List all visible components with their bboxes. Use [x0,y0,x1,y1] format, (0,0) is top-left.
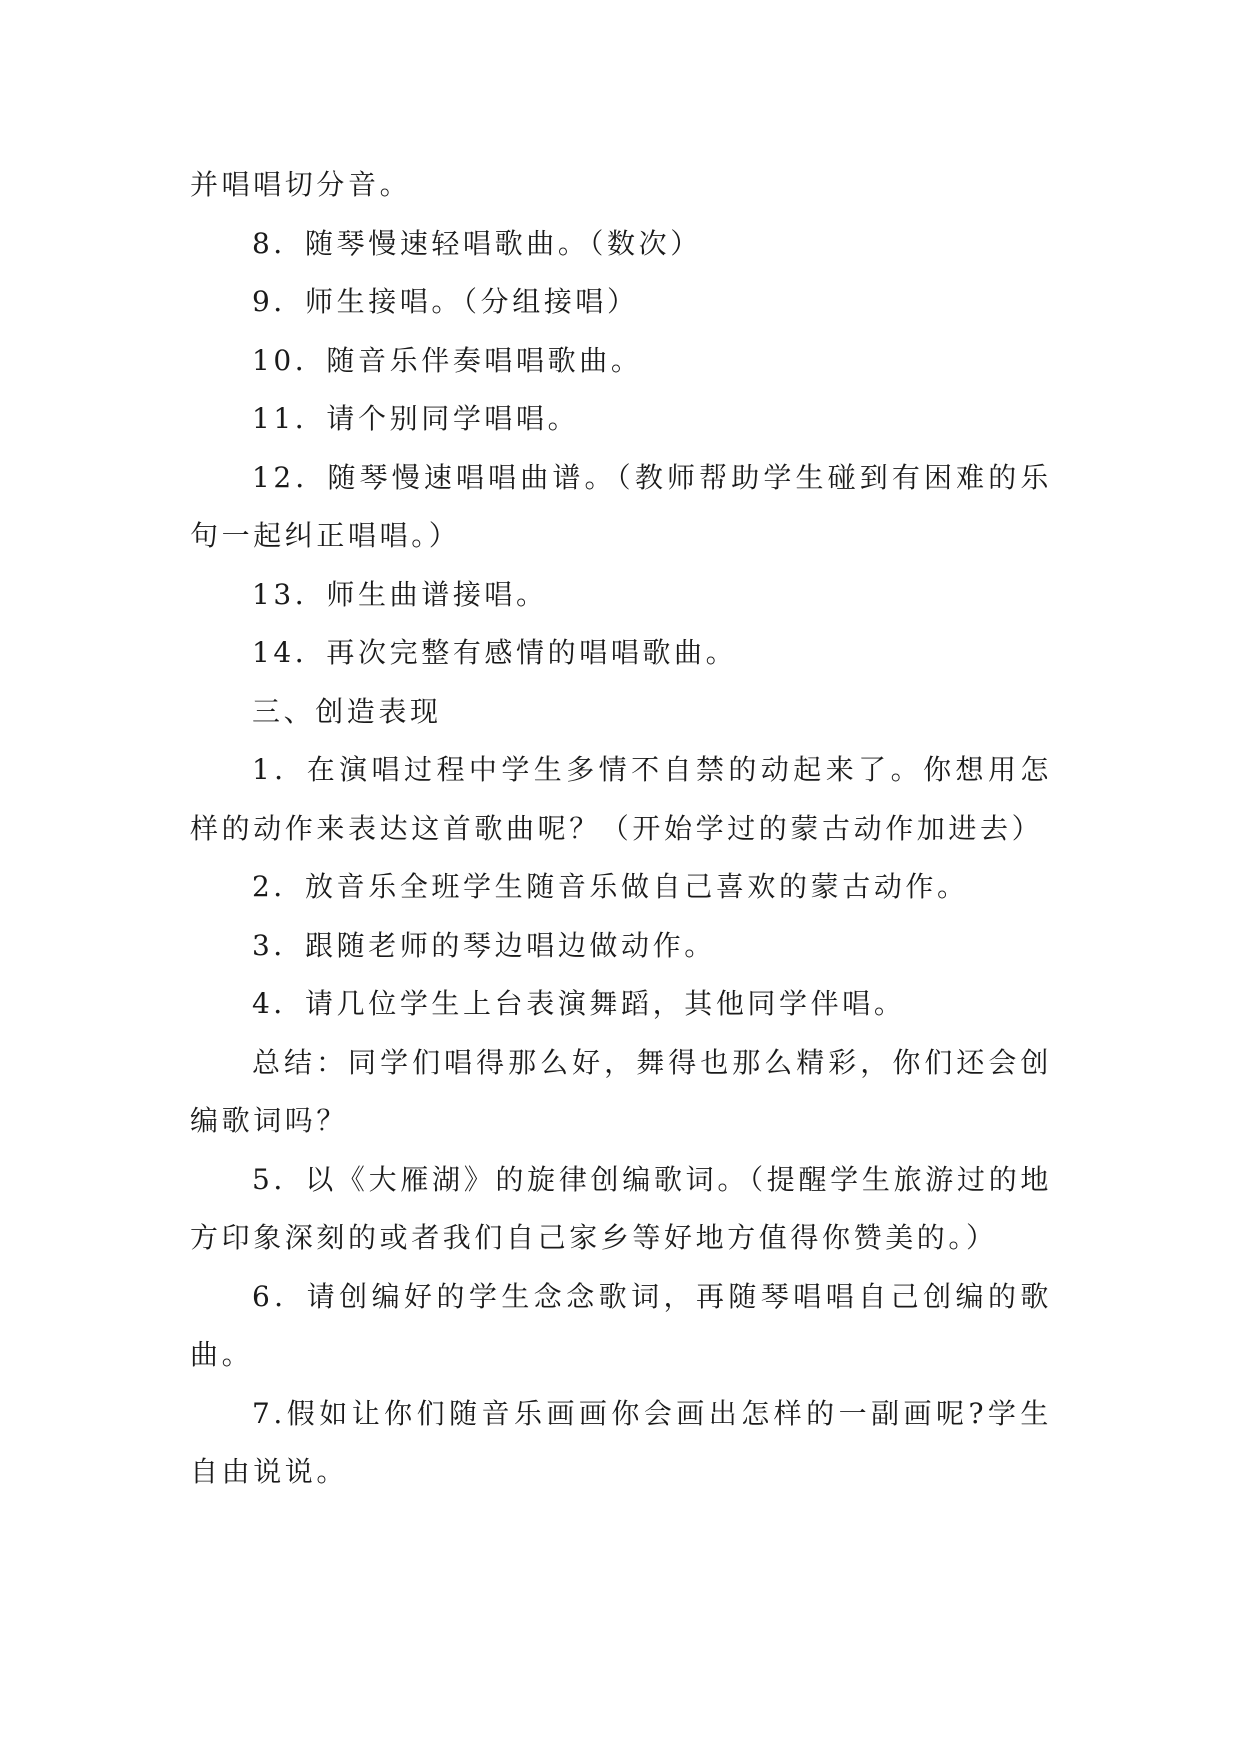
paragraph: 8．随琴慢速轻唱歌曲。（数次） [252,226,702,260]
document-body [190,156,1052,1502]
paragraph: 9．师生接唱。（分组接唱） [252,285,639,318]
paragraph: 11．请个别同学唱唱。 [252,402,580,435]
paragraph: 4．请几位学生上台表演舞蹈，其他同学伴唱。 [252,987,906,1020]
paragraph: 12．随琴慢速唱唱曲谱。（教师帮助学生碰到有困难的乐句一起纠正唱唱。） [190,460,1052,552]
paragraph: 3．跟随老师的琴边唱边做动作。 [252,928,716,962]
paragraph: 13．师生曲谱接唱。 [252,577,548,611]
paragraph: 10．随音乐伴奏唱唱歌曲。 [252,343,643,377]
paragraph: 7.假如让你们随音乐画画你会画出怎样的一副画呢?学生自由说说。 [190,1396,1052,1488]
paragraph: 14．再次完整有感情的唱唱歌曲。 [252,636,738,669]
paragraph: 5．以《大雁湖》的旋律创编歌词。（提醒学生旅游过的地方印象深刻的或者我们自己家乡等好地方值得你赞美的。） [190,1162,1052,1254]
paragraph: 2．放音乐全班学生随音乐做自己喜欢的蒙古动作。 [252,870,969,903]
paragraph: 6．请创编好的学生念念歌词，再随琴唱唱自己创编的歌曲。 [190,1279,1052,1371]
summary-paragraph: 总结：同学们唱得那么好，舞得也那么精彩，你们还会创编歌词吗？ [190,1045,1052,1137]
section-heading: 三、创造表现 [252,694,442,728]
paragraph: 1．在演唱过程中学生多情不自禁的动起来了。你想用怎样的动作来表达这首歌曲呢？（开始学过的蒙古动作加进去） [190,753,1052,845]
paragraph: 并唱唱切分音。 [190,168,412,201]
